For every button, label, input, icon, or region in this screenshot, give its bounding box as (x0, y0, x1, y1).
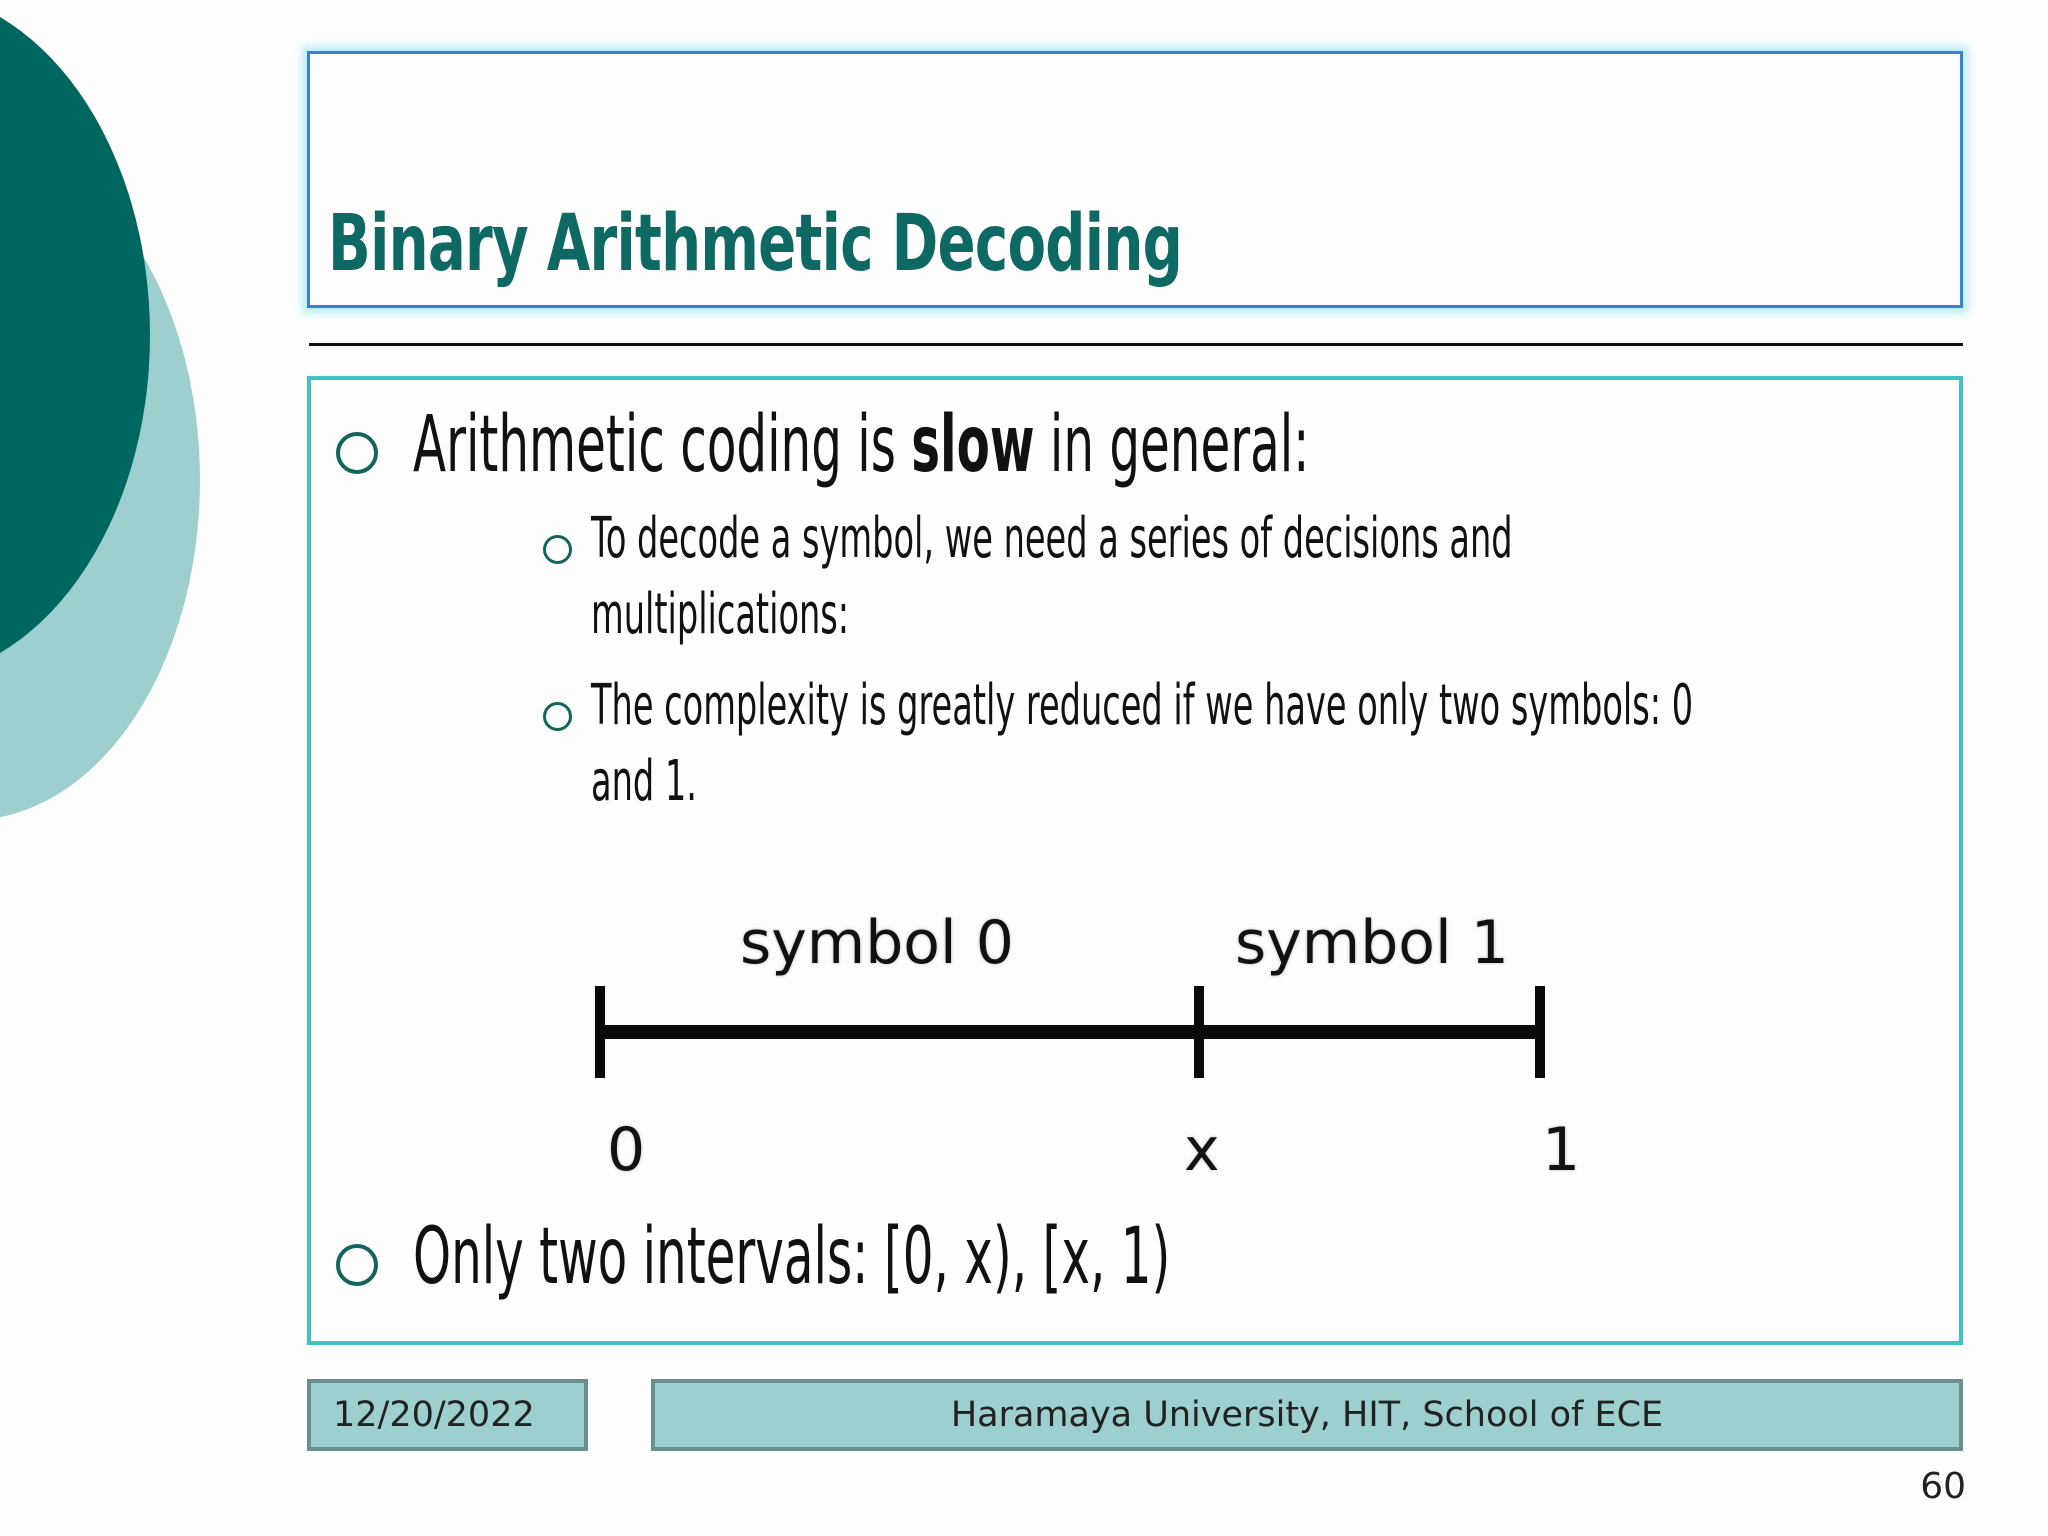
symbol-1-label: symbol 1 (1235, 908, 1509, 978)
bullet-circle-icon (336, 432, 378, 474)
sub-bullet-2-cont (591, 749, 768, 814)
footer-date: 12/20/2022 (333, 1395, 535, 1435)
sub-bullet-1-line-2: multiplications: (591, 582, 850, 647)
bullet-circle-icon (336, 1244, 378, 1286)
title-divider (309, 343, 1963, 346)
interval-line (590, 980, 1560, 1080)
sub-bullet-1-cont (591, 582, 1021, 647)
footer-date-box (307, 1379, 588, 1451)
bullet-1-text-start: Arithmetic coding is (413, 400, 912, 490)
tick-label-x: x (1184, 1115, 1220, 1185)
bullet-1-text-end: in general: (1034, 400, 1310, 490)
title-box (307, 51, 1963, 308)
tick-label-1: 1 (1542, 1115, 1581, 1185)
sub-bullet-1-line-1: To decode a symbol, we need a series of decisions and (591, 506, 1513, 571)
symbol-0-label: symbol 0 (740, 908, 1014, 978)
sub-bullet-2-line-1: The complexity is greatly reduced if we have only two symbols: 0 (591, 673, 1694, 738)
footer-institution-box (651, 1379, 1963, 1451)
sub-bullet-circle-icon (543, 702, 572, 731)
sub-bullet-2-line-2: and 1. (591, 749, 697, 814)
bullet-1 (413, 400, 1859, 490)
tick-label-0: 0 (607, 1115, 646, 1185)
sub-bullet-1 (591, 506, 2048, 571)
bullet-2-text: Only two intervals: [0, x), [x, 1) (413, 1212, 1171, 1302)
footer-institution: Haramaya University, HIT, School of ECE (950, 1395, 1664, 1435)
bullet-2 (413, 1212, 1635, 1302)
bullet-1-bold: slow (911, 400, 1035, 490)
sub-bullet-2 (591, 673, 2048, 738)
content-box (307, 376, 1963, 1345)
page-number: 60 (1920, 1466, 1966, 1507)
sub-bullet-circle-icon (543, 535, 572, 564)
slide-title: Binary Arithmetic Decoding (328, 199, 1183, 289)
